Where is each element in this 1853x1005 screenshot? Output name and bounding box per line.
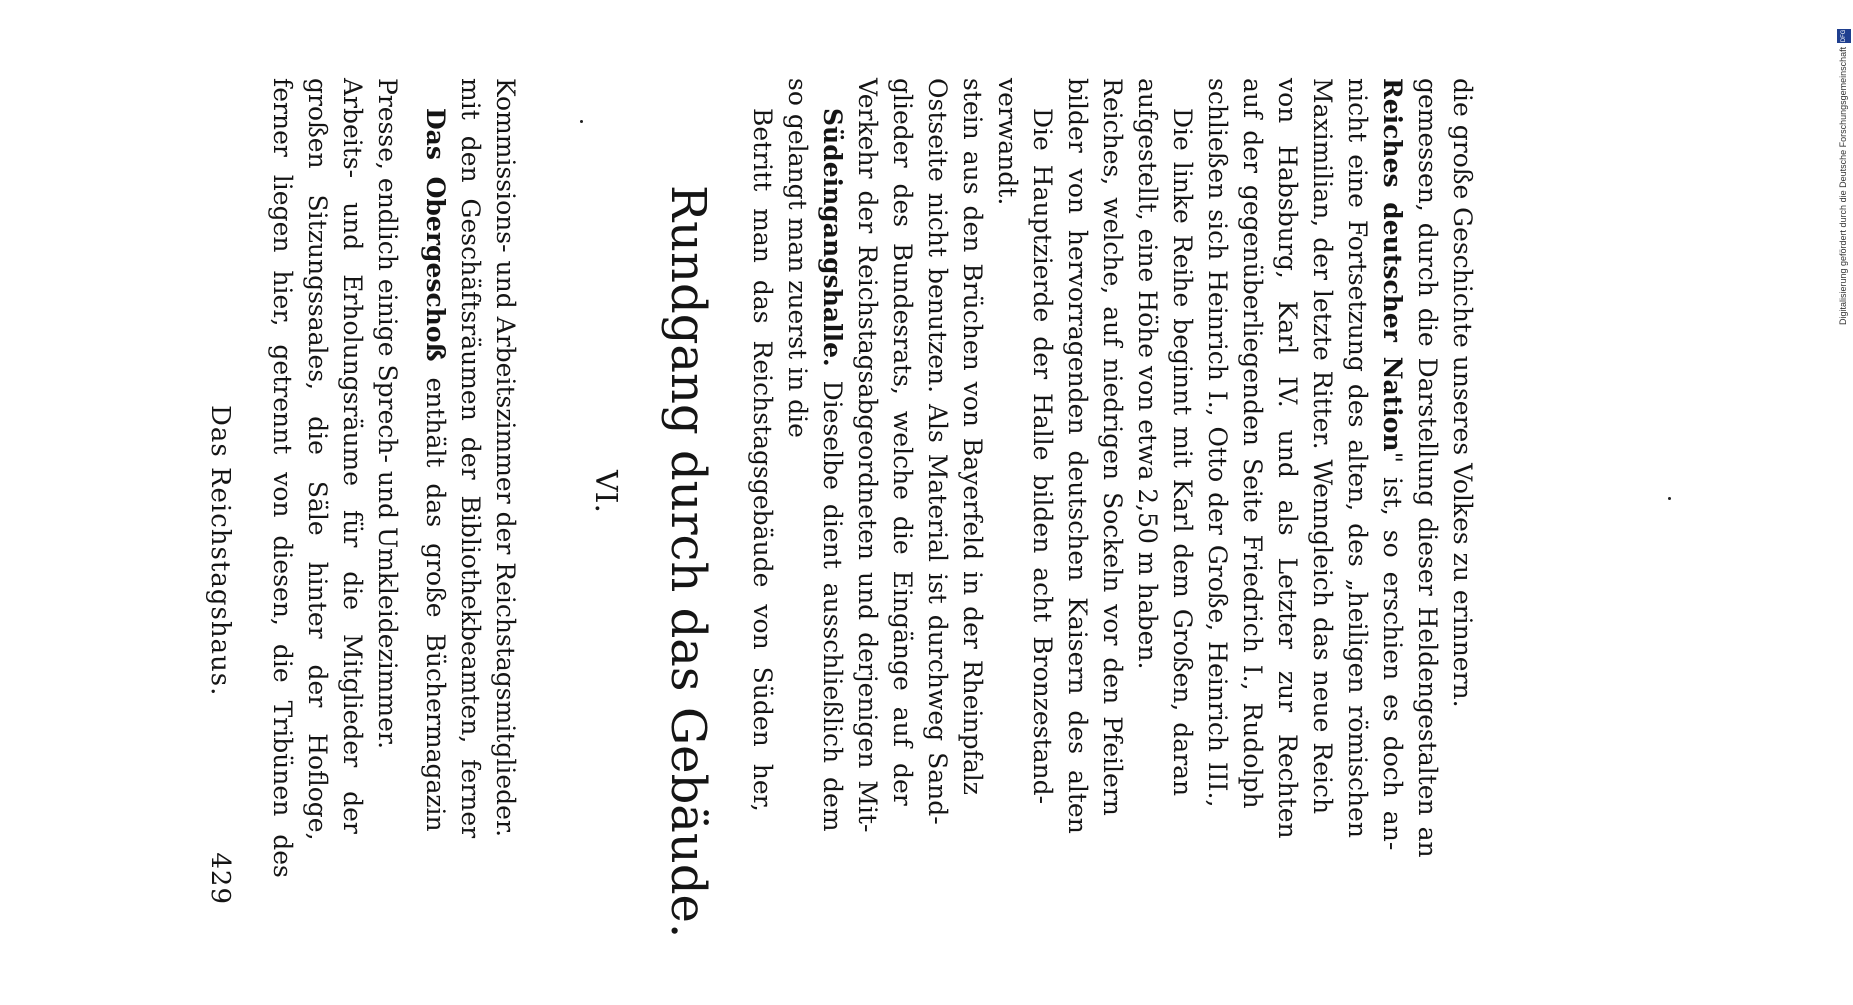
dfg-logo-icon: DFG <box>1837 29 1851 43</box>
text-line: so gelangt man zuerst in die <box>783 78 812 438</box>
text-line: Reiches deutscher Nation" ist, so erschien es doch an- <box>1378 78 1407 851</box>
section-numeral: VI. <box>588 470 623 514</box>
scan-speck <box>580 120 583 123</box>
running-head-title: Das Reichstagshaus. <box>205 405 235 697</box>
text-line: Presse, endlich einige Sprech- und Umkleidezimmer. <box>373 78 402 750</box>
text-line: großen Sitzungssaales, die Säle hinter der Hofloge, <box>303 78 332 841</box>
text-line: Ostseite nicht benutzen. Als Material ist durchweg Sand- <box>923 78 952 825</box>
text-line: Die linke Reihe beginnt mit Karl dem Großen, daran <box>1168 108 1197 797</box>
text-line: von Habsburg, Karl IV. und als Letzter zur Rechten <box>1273 78 1302 839</box>
text-line: Maximilian, der letzte Ritter. Wenngleich das neue Reich <box>1308 78 1337 815</box>
text-line: glieder des Bundesrats, welche die Eingänge auf der <box>888 78 917 806</box>
text-line: auf der gegenüberliegenden Seite Friedrich I., Rudolph <box>1238 78 1267 809</box>
text-line: Betritt man das Reichstagsgebäude von Süden her, <box>748 108 777 812</box>
text-line: bilder von hervorragenden deutschen Kaisern des alten <box>1063 78 1092 834</box>
text-line: stein aus den Brüchen von Bayerfeld in der Rheinpfalz <box>958 78 987 795</box>
text-line: ferner liegen hier, getrennt von diesen, die Tribünen des <box>268 78 297 878</box>
text-line: nicht eine Fortsetzung des alten, des „heiligen römischen <box>1343 78 1372 838</box>
text-line: schließen sich Heinrich I., Otto der Große, Heinrich III., <box>1203 78 1232 808</box>
text-line: Das Obergeschoß enthält das große Büchermagazin <box>421 108 450 832</box>
digitization-credit <box>1836 5 1850 1005</box>
text-line: verwandt. <box>993 78 1022 206</box>
text-line: Südeingangshalle. Dieselbe dient ausschließlich dem <box>818 108 847 832</box>
text-line: Arbeits- und Erholungsräume für die Mitglieder der <box>338 78 367 834</box>
text-line: Die Hauptzierde der Halle bilden acht Bronzestand- <box>1028 108 1057 805</box>
bold-term: Südeingangshalle. <box>818 108 847 367</box>
text-line: gemessen, durch die Darstellung dieser Heldengestalten an <box>1413 78 1442 858</box>
credit-text: Digitalisierung gefördert durch die Deutsche Forschungsgemeinschaft <box>1838 46 1848 325</box>
section-title: Rundgang durch das Gebäude. <box>660 185 716 939</box>
text-line: Reiches, welche, auf niedrigen Sockeln vor den Pfeilern <box>1098 78 1127 816</box>
page-number: 429 <box>205 852 235 905</box>
text-line: mit den Geschäftsräumen der Bibliothekbeamten, ferner <box>456 78 485 839</box>
running-head <box>195 85 235 905</box>
bold-term: Das Obergeschoß <box>421 108 450 362</box>
bold-term: Reiches deutscher Nation <box>1378 78 1407 452</box>
text-line: Verkehr der Reichstagsabgeordneten und derjenigen Mit- <box>853 78 882 833</box>
scan-speck <box>1668 497 1671 500</box>
text-line: die große Geschichte unseres Volkes zu erinnern. <box>1448 78 1477 708</box>
text-line: Kommissions- und Arbeitszimmer der Reichstagsmitglieder. <box>491 78 520 838</box>
text-line: aufgestellt, eine Höhe von etwa 2,50 m haben. <box>1133 78 1162 670</box>
